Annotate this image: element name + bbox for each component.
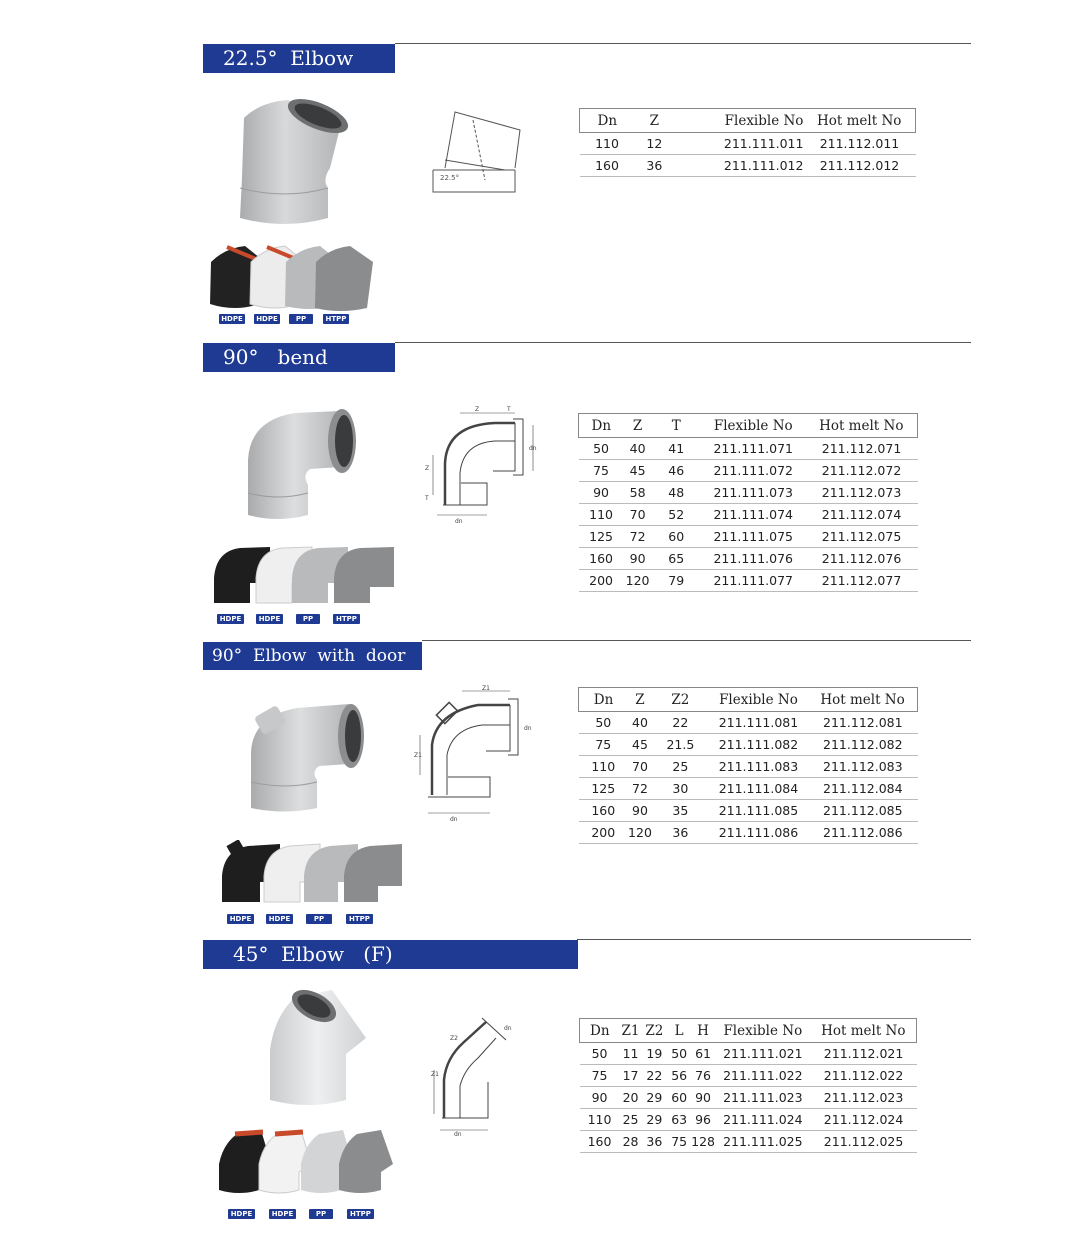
table-cell: 35 xyxy=(652,800,709,822)
table-cell: 90 xyxy=(624,548,652,570)
table-cell: 211.112.073 xyxy=(806,482,918,504)
svg-text:Z: Z xyxy=(425,465,430,472)
table-cell: 22 xyxy=(652,712,709,734)
table-cell: 120 xyxy=(624,570,652,592)
table-cell: 58 xyxy=(624,482,652,504)
product-variants-photo xyxy=(215,1124,395,1194)
material-tag: HDPE xyxy=(254,314,280,324)
svg-text:Z1: Z1 xyxy=(414,752,422,759)
table-cell: 19 xyxy=(641,1043,667,1065)
table-cell: 90 xyxy=(580,1087,620,1109)
table-cell: 120 xyxy=(628,822,652,844)
table-row xyxy=(580,1043,917,1065)
column-header: Hot melt No xyxy=(811,1019,917,1043)
table-cell: 211.112.085 xyxy=(808,800,917,822)
table-cell: 211.111.077 xyxy=(701,570,806,592)
material-tag: PP xyxy=(306,914,332,924)
svg-text:dn: dn xyxy=(454,1131,462,1138)
table-cell: 211.111.081 xyxy=(709,712,808,734)
section-title: 45° Elbow (F) xyxy=(203,940,578,969)
table-cell: 40 xyxy=(624,438,652,460)
material-tag: PP xyxy=(289,314,313,324)
column-header: Dn xyxy=(579,688,629,712)
table-cell: 211.111.086 xyxy=(709,822,808,844)
table-cell: 211.111.075 xyxy=(701,526,806,548)
svg-text:dn: dn xyxy=(504,1025,512,1032)
svg-text:T: T xyxy=(507,406,511,413)
table-cell: 76 xyxy=(691,1065,715,1087)
table-cell: 128 xyxy=(691,1131,715,1153)
column-header: Z1 xyxy=(620,1019,642,1043)
material-tags xyxy=(228,1209,374,1219)
material-tag: PP xyxy=(296,614,320,624)
table-cell: 160 xyxy=(579,800,629,822)
section-title: 90° bend xyxy=(203,343,395,372)
table-cell: 61 xyxy=(691,1043,715,1065)
table-cell: 20 xyxy=(620,1087,642,1109)
table-cell: 50 xyxy=(579,712,629,734)
table-cell: 211.112.081 xyxy=(808,712,917,734)
table-cell: 211.111.082 xyxy=(709,734,808,756)
svg-text:Z2: Z2 xyxy=(450,1035,458,1042)
section-title: 90° Elbow with door xyxy=(203,642,422,670)
table-cell: 41 xyxy=(652,438,701,460)
material-tag: HDPE xyxy=(228,1209,255,1219)
table-row xyxy=(580,1131,917,1153)
table-cell: 211.111.024 xyxy=(715,1109,811,1131)
section-header-rule xyxy=(577,939,971,940)
svg-text:Z1: Z1 xyxy=(431,1071,439,1078)
material-tag: HDPE xyxy=(269,1209,296,1219)
column-header: Flexible No xyxy=(709,688,808,712)
table-cell: 70 xyxy=(624,504,652,526)
svg-text:dn: dn xyxy=(455,518,463,525)
material-tag: HTPP xyxy=(347,1209,374,1219)
table-cell: 60 xyxy=(667,1087,691,1109)
table-cell: 75 xyxy=(579,734,629,756)
table-cell: 211.111.072 xyxy=(701,460,806,482)
table-cell: 110 xyxy=(579,756,629,778)
svg-text:dn: dn xyxy=(524,725,532,732)
table-cell: 211.112.023 xyxy=(811,1087,917,1109)
table-cell: 110 xyxy=(579,504,624,526)
section-title: 22.5° Elbow xyxy=(203,44,395,73)
table-cell: 211.112.084 xyxy=(808,778,917,800)
table-cell: 75 xyxy=(580,1065,620,1087)
material-tag: HDPE xyxy=(217,614,244,624)
column-header: Z xyxy=(628,688,652,712)
table-cell: 211.112.072 xyxy=(806,460,918,482)
table-cell: 90 xyxy=(691,1087,715,1109)
table-cell: 52 xyxy=(652,504,701,526)
table-cell: 25 xyxy=(620,1109,642,1131)
table-row xyxy=(580,1087,917,1109)
table-cell: 75 xyxy=(579,460,624,482)
table-cell: 211.111.084 xyxy=(709,778,808,800)
column-header: Hot melt No xyxy=(806,414,918,438)
table-cell: 63 xyxy=(667,1109,691,1131)
material-tag: HDPE xyxy=(227,914,254,924)
table-cell: 79 xyxy=(652,570,701,592)
table-cell: 70 xyxy=(628,756,652,778)
table-cell: 48 xyxy=(652,482,701,504)
table-cell: 75 xyxy=(667,1131,691,1153)
column-header: Z xyxy=(624,414,652,438)
table-header-row xyxy=(580,1019,917,1043)
column-header: Dn xyxy=(580,109,635,133)
table-row xyxy=(580,1109,917,1131)
table-cell: 96 xyxy=(691,1109,715,1131)
table-cell: 160 xyxy=(580,1131,620,1153)
table-cell: 56 xyxy=(667,1065,691,1087)
table-cell: 211.112.022 xyxy=(811,1065,917,1087)
table-cell: 90 xyxy=(579,482,624,504)
table-cell: 160 xyxy=(579,548,624,570)
table-cell: 45 xyxy=(624,460,652,482)
table-cell: 211.112.077 xyxy=(806,570,918,592)
material-tag: HDPE xyxy=(266,914,293,924)
table-cell: 12 xyxy=(635,133,675,155)
table-cell: 72 xyxy=(628,778,652,800)
material-tag: HTPP xyxy=(323,314,349,324)
table-cell: 21.5 xyxy=(652,734,709,756)
column-header: Flexible No xyxy=(674,109,803,133)
column-header: Dn xyxy=(580,1019,620,1043)
table-cell: 211.111.025 xyxy=(715,1131,811,1153)
table-cell: 36 xyxy=(652,822,709,844)
table-cell: 211.112.071 xyxy=(806,438,918,460)
svg-text:22.5°: 22.5° xyxy=(440,174,460,182)
table-cell: 211.112.075 xyxy=(806,526,918,548)
column-header: Flexible No xyxy=(715,1019,811,1043)
svg-text:Z: Z xyxy=(475,406,480,413)
table-cell: 50 xyxy=(580,1043,620,1065)
table-cell: 211.111.022 xyxy=(715,1065,811,1087)
table-row xyxy=(580,1065,917,1087)
technical-drawing xyxy=(430,1010,525,1140)
column-header: Z xyxy=(635,109,675,133)
table-cell: 50 xyxy=(579,438,624,460)
table-cell: 211.111.083 xyxy=(709,756,808,778)
table-cell: 211.112.083 xyxy=(808,756,917,778)
table-cell: 211.111.071 xyxy=(701,438,806,460)
svg-text:dn: dn xyxy=(529,445,537,452)
table-cell: 211.112.074 xyxy=(806,504,918,526)
table-cell: 211.112.011 xyxy=(803,133,915,155)
material-tag: HDPE xyxy=(256,614,283,624)
table-cell: 11 xyxy=(620,1043,642,1065)
table-cell: 110 xyxy=(580,1109,620,1131)
table-cell: 211.112.012 xyxy=(803,155,915,177)
table-cell: 65 xyxy=(652,548,701,570)
table-cell: 110 xyxy=(580,133,635,155)
svg-text:Z1: Z1 xyxy=(482,685,490,692)
material-tag: HDPE xyxy=(219,314,245,324)
table-cell: 36 xyxy=(635,155,675,177)
table-cell: 211.111.012 xyxy=(674,155,803,177)
table-cell: 211.112.024 xyxy=(811,1109,917,1131)
table-cell: 211.111.076 xyxy=(701,548,806,570)
table-cell: 211.111.085 xyxy=(709,800,808,822)
table-cell: 211.112.082 xyxy=(808,734,917,756)
table-cell: 50 xyxy=(667,1043,691,1065)
table-cell: 211.111.074 xyxy=(701,504,806,526)
table-cell: 72 xyxy=(624,526,652,548)
table-cell: 90 xyxy=(628,800,652,822)
column-header: Hot melt No xyxy=(808,688,917,712)
table-cell: 25 xyxy=(652,756,709,778)
column-header: Dn xyxy=(579,414,624,438)
column-header: Hot melt No xyxy=(803,109,915,133)
column-header: T xyxy=(652,414,701,438)
table-cell: 211.111.023 xyxy=(715,1087,811,1109)
table-cell: 29 xyxy=(641,1087,667,1109)
table-cell: 200 xyxy=(579,822,629,844)
column-header: Z2 xyxy=(641,1019,667,1043)
material-tag: PP xyxy=(309,1209,333,1219)
column-header: H xyxy=(691,1019,715,1043)
table-cell: 40 xyxy=(628,712,652,734)
table-cell: 211.111.073 xyxy=(701,482,806,504)
svg-text:T: T xyxy=(425,495,429,502)
table-cell: 211.111.021 xyxy=(715,1043,811,1065)
table-cell: 46 xyxy=(652,460,701,482)
table-cell: 45 xyxy=(628,734,652,756)
column-header: Z2 xyxy=(652,688,709,712)
table-cell: 17 xyxy=(620,1065,642,1087)
table-cell: 125 xyxy=(579,778,629,800)
table-cell: 211.112.086 xyxy=(808,822,917,844)
table-cell: 60 xyxy=(652,526,701,548)
table-cell: 29 xyxy=(641,1109,667,1131)
material-tag: HTPP xyxy=(333,614,360,624)
spec-table xyxy=(579,1018,917,1153)
column-header: L xyxy=(667,1019,691,1043)
product-photo-elbow-45 xyxy=(262,988,380,1113)
table-cell: 36 xyxy=(641,1131,667,1153)
table-cell: 30 xyxy=(652,778,709,800)
table-cell: 125 xyxy=(579,526,624,548)
table-cell: 160 xyxy=(580,155,635,177)
svg-text:dn: dn xyxy=(450,816,458,823)
table-cell: 211.112.021 xyxy=(811,1043,917,1065)
table-cell: 22 xyxy=(641,1065,667,1087)
table-cell: 28 xyxy=(620,1131,642,1153)
material-tag: HTPP xyxy=(346,914,373,924)
table-cell: 211.112.025 xyxy=(811,1131,917,1153)
table-cell: 211.112.076 xyxy=(806,548,918,570)
table-cell: 200 xyxy=(579,570,624,592)
column-header: Flexible No xyxy=(701,414,806,438)
table-cell: 211.111.011 xyxy=(674,133,803,155)
